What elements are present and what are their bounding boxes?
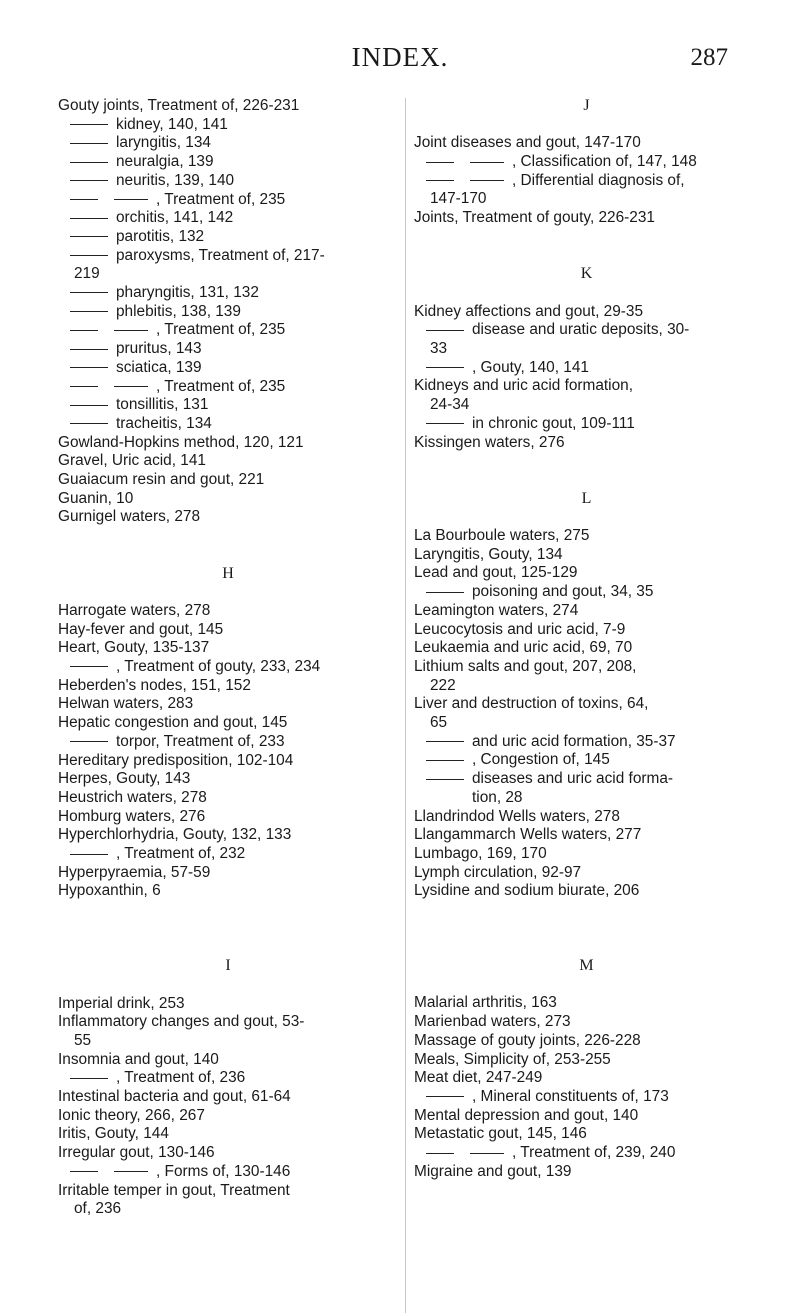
- section-j: [414, 134, 759, 228]
- index-entry: tracheitis, 134: [58, 415, 398, 434]
- index-entry: pharyngitis, 131, 132: [58, 284, 398, 303]
- section-letter-j: J: [583, 97, 590, 114]
- index-entry-continuation: 65: [430, 714, 448, 732]
- section-h: [58, 602, 398, 901]
- index-entry-continuation: 219: [74, 265, 100, 283]
- section-l: [414, 527, 759, 901]
- index-entry: Laryngitis, Gouty, 134: [414, 545, 563, 563]
- index-entry: , Treatment of, 236: [58, 1069, 398, 1088]
- index-entry: paroxysms, Treatment of, 217-: [58, 247, 398, 266]
- index-entry: Lumbago, 169, 170: [414, 845, 547, 862]
- index-entry: sciatica, 139: [58, 359, 398, 378]
- index-entry: Irritable temper in gout, Treatment: [58, 1181, 290, 1199]
- page-header: [0, 42, 800, 82]
- index-entry: Gravel, Uric acid, 141: [58, 452, 206, 470]
- index-entry: Helwan waters, 283: [58, 695, 194, 713]
- index-entry: neuritis, 139, 140: [58, 172, 398, 191]
- index-entry: Guaiacum resin and gout, 221: [58, 471, 265, 489]
- index-entry: Ionic theory, 266, 267: [58, 1106, 205, 1124]
- index-entry: Lead and gout, 125-129: [414, 564, 578, 582]
- index-entry: Intestinal bacteria and gout, 61-64: [58, 1088, 291, 1106]
- page-number: 287: [690, 44, 728, 71]
- index-entry: Joint diseases and gout, 147-170: [414, 134, 641, 152]
- index-entry-continuation: 33: [430, 340, 448, 358]
- index-entry: Hereditary predisposition, 102-104: [58, 751, 294, 769]
- index-entry: neuralgia, 139: [58, 153, 398, 172]
- section-letter-h: H: [222, 564, 234, 582]
- index-entry: Hypoxanthin, 6: [58, 882, 161, 900]
- index-entry: Leukaemia and uric acid, 69, 70: [414, 639, 633, 657]
- section-k: [414, 303, 759, 453]
- index-entry: , Differential diagnosis of,: [414, 172, 759, 191]
- index-entry: , Gouty, 140, 141: [414, 359, 759, 378]
- index-entry: Herpes, Gouty, 143: [58, 770, 191, 788]
- index-entry-continuation: 55: [74, 1031, 92, 1049]
- index-entry: torpor, Treatment of, 233: [58, 733, 398, 752]
- index-entry: , Treatment of, 235: [58, 191, 398, 210]
- index-entry: Guanin, 10: [58, 489, 134, 507]
- index-entry: Hyperchlorhydria, Gouty, 132, 133: [58, 826, 292, 844]
- index-entry: Lymph circulation, 92-97: [414, 863, 582, 881]
- index-entry: orchitis, 141, 142: [58, 209, 398, 228]
- index-entry: La Bourboule waters, 275: [414, 527, 590, 545]
- index-entry: Meat diet, 247-249: [414, 1069, 543, 1087]
- index-entry: Joints, Treatment of gouty, 226-231: [414, 209, 655, 227]
- index-entry: in chronic gout, 109-111: [414, 415, 759, 434]
- index-entry: diseases and uric acid forma-: [414, 770, 759, 789]
- index-entry: Iritis, Gouty, 144: [58, 1125, 169, 1143]
- index-entry: and uric acid formation, 35-37: [414, 733, 759, 752]
- index-entry: Imperial drink, 253: [58, 994, 185, 1012]
- index-entry: Irregular gout, 130-146: [58, 1144, 215, 1162]
- index-entry: Liver and destruction of toxins, 64,: [414, 695, 649, 713]
- index-entry: Heart, Gouty, 135-137: [58, 639, 210, 657]
- index-entry: laryngitis, 134: [58, 134, 398, 153]
- index-entry: parotitis, 132: [58, 228, 398, 247]
- index-entry: Gowland-Hopkins method, 120, 121: [58, 433, 304, 451]
- right-column: [414, 97, 759, 1182]
- column-divider: [405, 98, 406, 1313]
- index-entry: Heberden's nodes, 151, 152: [58, 676, 251, 694]
- page-title: INDEX.: [351, 42, 449, 72]
- index-entry: Leucocytosis and uric acid, 7-9: [414, 620, 626, 638]
- index-entry: Mental depression and gout, 140: [414, 1106, 639, 1124]
- index-entry: , Treatment of, 235: [58, 378, 398, 397]
- section-letter-i: I: [225, 957, 231, 975]
- index-entry: , Treatment of, 232: [58, 845, 398, 864]
- section-i: [58, 995, 398, 1219]
- index-entry: phlebitis, 138, 139: [58, 303, 398, 322]
- index-entry: Malarial arthritis, 163: [414, 994, 557, 1012]
- section-letter-k: K: [580, 265, 593, 283]
- index-entry: Lysidine and sodium biurate, 206: [414, 882, 640, 900]
- index-entry: Inflammatory changes and gout, 53-: [58, 1013, 305, 1031]
- index-entry: Heustrich waters, 278: [58, 788, 207, 806]
- index-entry: Metastatic gout, 145, 146: [414, 1125, 587, 1143]
- index-entry: , Treatment of, 239, 240: [414, 1144, 759, 1163]
- index-entry-continuation: of, 236: [74, 1200, 122, 1218]
- index-entry: , Congestion of, 145: [414, 751, 759, 770]
- index-entry: Lithium salts and gout, 207, 208,: [414, 657, 637, 675]
- index-entry: , Forms of, 130-146: [58, 1163, 398, 1182]
- index-entry: , Treatment of, 235: [58, 321, 398, 340]
- index-entry: pruritus, 143: [58, 340, 398, 359]
- index-entry-continuation: 147-170: [430, 190, 487, 208]
- index-entry: Llandrindod Wells waters, 278: [414, 807, 620, 825]
- index-entry: Migraine and gout, 139: [414, 1162, 572, 1180]
- index-entry: Hyperpyraemia, 57-59: [58, 863, 211, 881]
- index-entry: Insomnia and gout, 140: [58, 1050, 219, 1068]
- index-entry-continuation: tion, 28: [472, 788, 523, 806]
- index-entry-continuation: 24-34: [430, 396, 470, 414]
- index-entry-continuation: 222: [430, 676, 456, 694]
- index-entry: Kissingen waters, 276: [414, 433, 565, 451]
- index-entry: Kidney affections and gout, 29-35: [414, 302, 644, 320]
- index-entry: Llangammarch Wells waters, 277: [414, 826, 642, 844]
- left-column: [58, 97, 398, 1219]
- index-entry: Massage of gouty joints, 226-228: [414, 1031, 641, 1049]
- index-entry: Kidneys and uric acid formation,: [414, 377, 634, 395]
- index-entry: Harrogate waters, 278: [58, 601, 211, 619]
- index-entry: Leamington waters, 274: [414, 601, 579, 619]
- index-entry: poisoning and gout, 34, 35: [414, 583, 759, 602]
- index-entry: tonsillitis, 131: [58, 396, 398, 415]
- section-g: [58, 97, 398, 527]
- section-m: [414, 994, 759, 1181]
- section-letter-l: L: [581, 489, 592, 507]
- index-entry: Gurnigel waters, 278: [58, 508, 201, 526]
- index-entry: disease and uratic deposits, 30-: [414, 321, 759, 340]
- index-entry: Hepatic congestion and gout, 145: [58, 714, 288, 732]
- index-entry: , Classification of, 147, 148: [414, 153, 759, 172]
- index-entry: Hay-fever and gout, 145: [58, 620, 224, 638]
- index-entry: Gouty joints, Treatment of, 226-231: [58, 97, 300, 114]
- index-entry: , Treatment of gouty, 233, 234: [58, 658, 398, 677]
- index-entry: Marienbad waters, 273: [414, 1013, 571, 1031]
- index-entry: Homburg waters, 276: [58, 807, 206, 825]
- index-entry: , Mineral constituents of, 173: [414, 1088, 759, 1107]
- section-letter-m: M: [579, 957, 594, 975]
- index-entry: kidney, 140, 141: [58, 116, 398, 135]
- index-entry: Meals, Simplicity of, 253-255: [414, 1050, 611, 1068]
